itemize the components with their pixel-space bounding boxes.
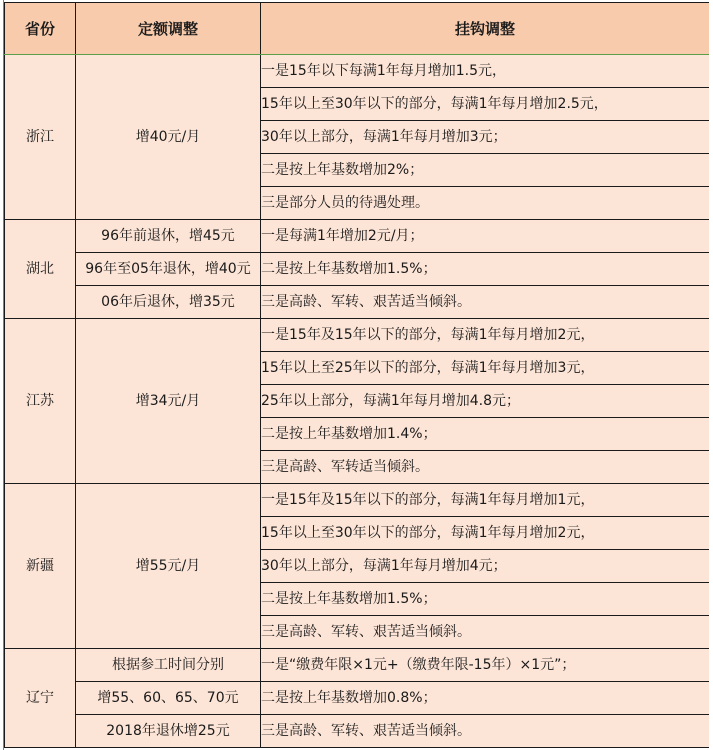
detail-cell[interactable]: 15年以上至25年以下的部分，每满1年每月增加3元，: [261, 352, 710, 385]
province-cell[interactable]: 江苏: [5, 319, 76, 484]
table-row: [5, 319, 710, 352]
detail-cell[interactable]: 三是高龄、军转、艰苦适当倾斜。: [261, 286, 710, 319]
detail-cell[interactable]: 30年以上部分，每满1年每月增加4元；: [261, 550, 710, 583]
quota-cell[interactable]: 2018年退休增25元: [76, 715, 261, 748]
detail-cell[interactable]: 一是15年以下每满1年每月增加1.5元，: [261, 55, 710, 88]
province-cell[interactable]: 新疆: [5, 484, 76, 649]
table-row: [5, 286, 710, 319]
quota-cell[interactable]: 增40元/月: [76, 55, 261, 220]
header-quota-adjustment[interactable]: 定额调整: [76, 3, 261, 55]
table-row: [5, 715, 710, 748]
quota-cell[interactable]: 根据参工时间分别: [76, 649, 261, 682]
detail-cell[interactable]: 三是高龄、军转、艰苦适当倾斜。: [261, 715, 710, 748]
table-row: [5, 253, 710, 286]
detail-cell[interactable]: 三是部分人员的待遇处理。: [261, 187, 710, 220]
table-row: [5, 484, 710, 517]
detail-cell[interactable]: 二是按上年基数增加0.8%；: [261, 682, 710, 715]
detail-cell[interactable]: 三是高龄、军转适当倾斜。: [261, 451, 710, 484]
quota-cell[interactable]: 增55元/月: [76, 484, 261, 649]
detail-cell[interactable]: 二是按上年基数增加2%；: [261, 154, 710, 187]
quota-cell[interactable]: 96年至05年退休，增40元: [76, 253, 261, 286]
detail-cell[interactable]: 15年以上至30年以下的部分，每满1年每月增加2.5元，: [261, 88, 710, 121]
detail-cell[interactable]: 二是按上年基数增加1.4%；: [261, 418, 710, 451]
sheet-right-margin: [709, 0, 713, 750]
province-cell[interactable]: 浙江: [5, 55, 76, 220]
header-province[interactable]: 省份: [5, 3, 76, 55]
province-cell[interactable]: 湖北: [5, 220, 76, 319]
table-row: [5, 55, 710, 88]
province-cell[interactable]: 辽宁: [5, 649, 76, 748]
header-row: [5, 3, 710, 55]
detail-cell[interactable]: 一是15年及15年以下的部分，每满1年每月增加2元，: [261, 319, 710, 352]
quota-cell[interactable]: 06年后退休，增35元: [76, 286, 261, 319]
detail-cell[interactable]: 二是按上年基数增加1.5%；: [261, 583, 710, 616]
detail-cell[interactable]: 25年以上部分，每满1年每月增加4.8元；: [261, 385, 710, 418]
detail-cell[interactable]: 二是按上年基数增加1.5%；: [261, 253, 710, 286]
quota-cell[interactable]: 增55、60、65、70元: [76, 682, 261, 715]
detail-cell[interactable]: 一是15年及15年以下的部分，每满1年每月增加1元，: [261, 484, 710, 517]
detail-cell[interactable]: 15年以上至30年以下的部分，每满1年每月增加2元，: [261, 517, 710, 550]
table-row: [5, 649, 710, 682]
detail-cell[interactable]: 三是高龄、军转、艰苦适当倾斜。: [261, 616, 710, 649]
quota-cell[interactable]: 96年前退休，增45元: [76, 220, 261, 253]
detail-cell[interactable]: 30年以上部分，每满1年每月增加3元；: [261, 121, 710, 154]
table-row: [5, 220, 710, 253]
table-row: [5, 682, 710, 715]
detail-cell[interactable]: 一是每满1年增加2元/月；: [261, 220, 710, 253]
quota-cell[interactable]: 增34元/月: [76, 319, 261, 484]
detail-cell[interactable]: 一是“缴费年限×1元+（缴费年限-15年）×1元”；: [261, 649, 710, 682]
pension-adjustment-table: [4, 2, 710, 748]
header-linked-adjustment[interactable]: 挂钩调整: [261, 3, 710, 55]
